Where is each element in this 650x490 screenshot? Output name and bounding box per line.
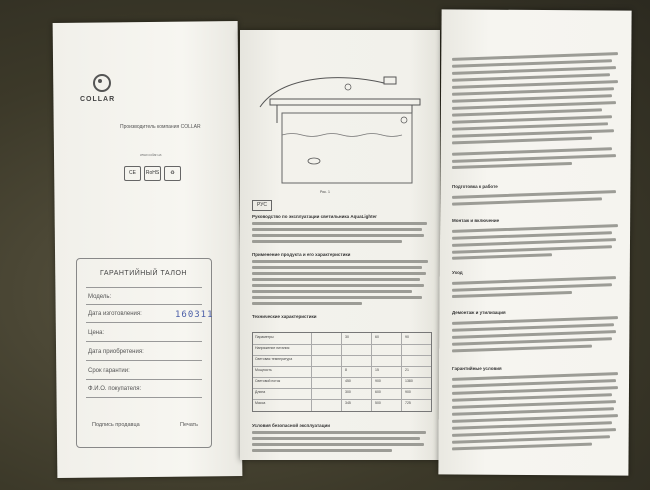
- divider: [86, 287, 202, 288]
- table-cell: 15: [375, 368, 379, 372]
- table-cell: 300: [345, 390, 351, 394]
- field-line: [86, 397, 202, 398]
- text-line: [252, 302, 362, 305]
- table-row-divider: [253, 399, 431, 400]
- text-line: [252, 296, 422, 299]
- warranty-title: ГАРАНТИЙНЫЙ ТАЛОН: [100, 270, 187, 277]
- field-price: Цена:: [88, 330, 105, 336]
- specs-heading: Технические характеристики: [252, 314, 317, 319]
- table-cell: 725: [405, 401, 411, 405]
- text-line: [252, 240, 402, 243]
- field-line: [86, 360, 202, 361]
- table-header-60: 60: [375, 335, 379, 339]
- table-row-divider: [253, 366, 431, 367]
- warranty-terms-heading: Гарантийные условия: [452, 366, 502, 371]
- text-line: [252, 234, 424, 237]
- table-cell: 345: [345, 401, 351, 405]
- field-line: [86, 304, 202, 305]
- text-line: [252, 290, 412, 293]
- table-cell: Световой поток: [255, 379, 281, 383]
- field-line: [86, 341, 202, 342]
- seller-signature-label: Подпись продавца: [92, 422, 140, 428]
- field-line: [86, 379, 202, 380]
- table-cell: 900: [405, 390, 411, 394]
- text-line: [252, 260, 428, 263]
- field-purchase-date: Дата приобретения:: [88, 349, 144, 355]
- care-heading: Уход: [452, 270, 463, 275]
- table-cell: Напряжение питания: [255, 346, 290, 350]
- aquarium-lamp-diagram: [252, 65, 432, 190]
- field-buyer-name: Ф.И.О. покупателя:: [88, 386, 142, 392]
- table-col-divider: [401, 333, 402, 411]
- recycle-mark-icon: ♻: [164, 166, 181, 181]
- table-cell: 8: [345, 368, 347, 372]
- table-header-90: 90: [405, 335, 409, 339]
- text-line: [252, 228, 422, 231]
- field-line: [86, 322, 202, 323]
- text-line: [252, 431, 426, 434]
- language-badge: РУС: [252, 200, 272, 211]
- logo-dot: [98, 79, 102, 83]
- text-line: [252, 284, 424, 287]
- serial-stamp: 160311: [175, 310, 214, 320]
- text-line: [252, 449, 392, 452]
- table-cell: Световая температура: [255, 357, 293, 361]
- text-line: [252, 443, 424, 446]
- prep-heading: Подготовка к работе: [452, 184, 498, 189]
- table-cell: Длина: [255, 390, 266, 394]
- website: www.collar.ua: [140, 153, 162, 157]
- figure-caption: Рис. 1: [320, 190, 330, 194]
- maker-line: Производитель компания COLLAR: [120, 124, 201, 130]
- text-line: [252, 278, 420, 281]
- table-cell: 21: [405, 368, 409, 372]
- install-heading: Монтаж и включение: [452, 218, 500, 223]
- table-col-divider: [371, 333, 372, 411]
- stamp-label: Печать: [180, 422, 199, 428]
- table-cell: Масса: [255, 401, 266, 405]
- collar-logo-icon: [93, 74, 111, 92]
- table-cell: Мощность: [255, 368, 272, 372]
- table-cell: 600: [375, 390, 381, 394]
- table-cell: 1380: [405, 379, 413, 383]
- rohs-mark-icon: RoHS: [144, 166, 161, 181]
- table-header-params: Параметры: [255, 335, 274, 339]
- text-line: [252, 437, 420, 440]
- brand-name: COLLAR: [80, 96, 116, 103]
- field-manufacture-date: Дата изготовления:: [88, 311, 142, 317]
- manual-heading: Руководство по эксплуатации светильника AquaLighter: [252, 214, 377, 219]
- ce-mark-icon: CE: [124, 166, 141, 181]
- field-model: Модель:: [88, 294, 112, 300]
- table-col-divider: [341, 333, 342, 411]
- table-cell: 900: [375, 379, 381, 383]
- specs-table: [252, 332, 432, 412]
- table-header-30: 30: [345, 335, 349, 339]
- purpose-heading: Применение продукта и его характеристики: [252, 252, 351, 257]
- table-col-divider: [311, 333, 312, 411]
- table-row-divider: [253, 377, 431, 378]
- table-row-divider: [253, 355, 431, 356]
- field-warranty-term: Срок гарантии:: [88, 368, 130, 374]
- table-cell: 450: [345, 379, 351, 383]
- safety-heading: Условия безопасной эксплуатации: [252, 423, 330, 428]
- table-row-divider: [253, 388, 431, 389]
- table-row-divider: [253, 344, 431, 345]
- text-line: [252, 222, 427, 225]
- disposal-heading: Демонтаж и утилизация: [452, 310, 506, 315]
- text-line: [252, 272, 426, 275]
- text-line: [252, 266, 422, 269]
- table-cell: 500: [375, 401, 381, 405]
